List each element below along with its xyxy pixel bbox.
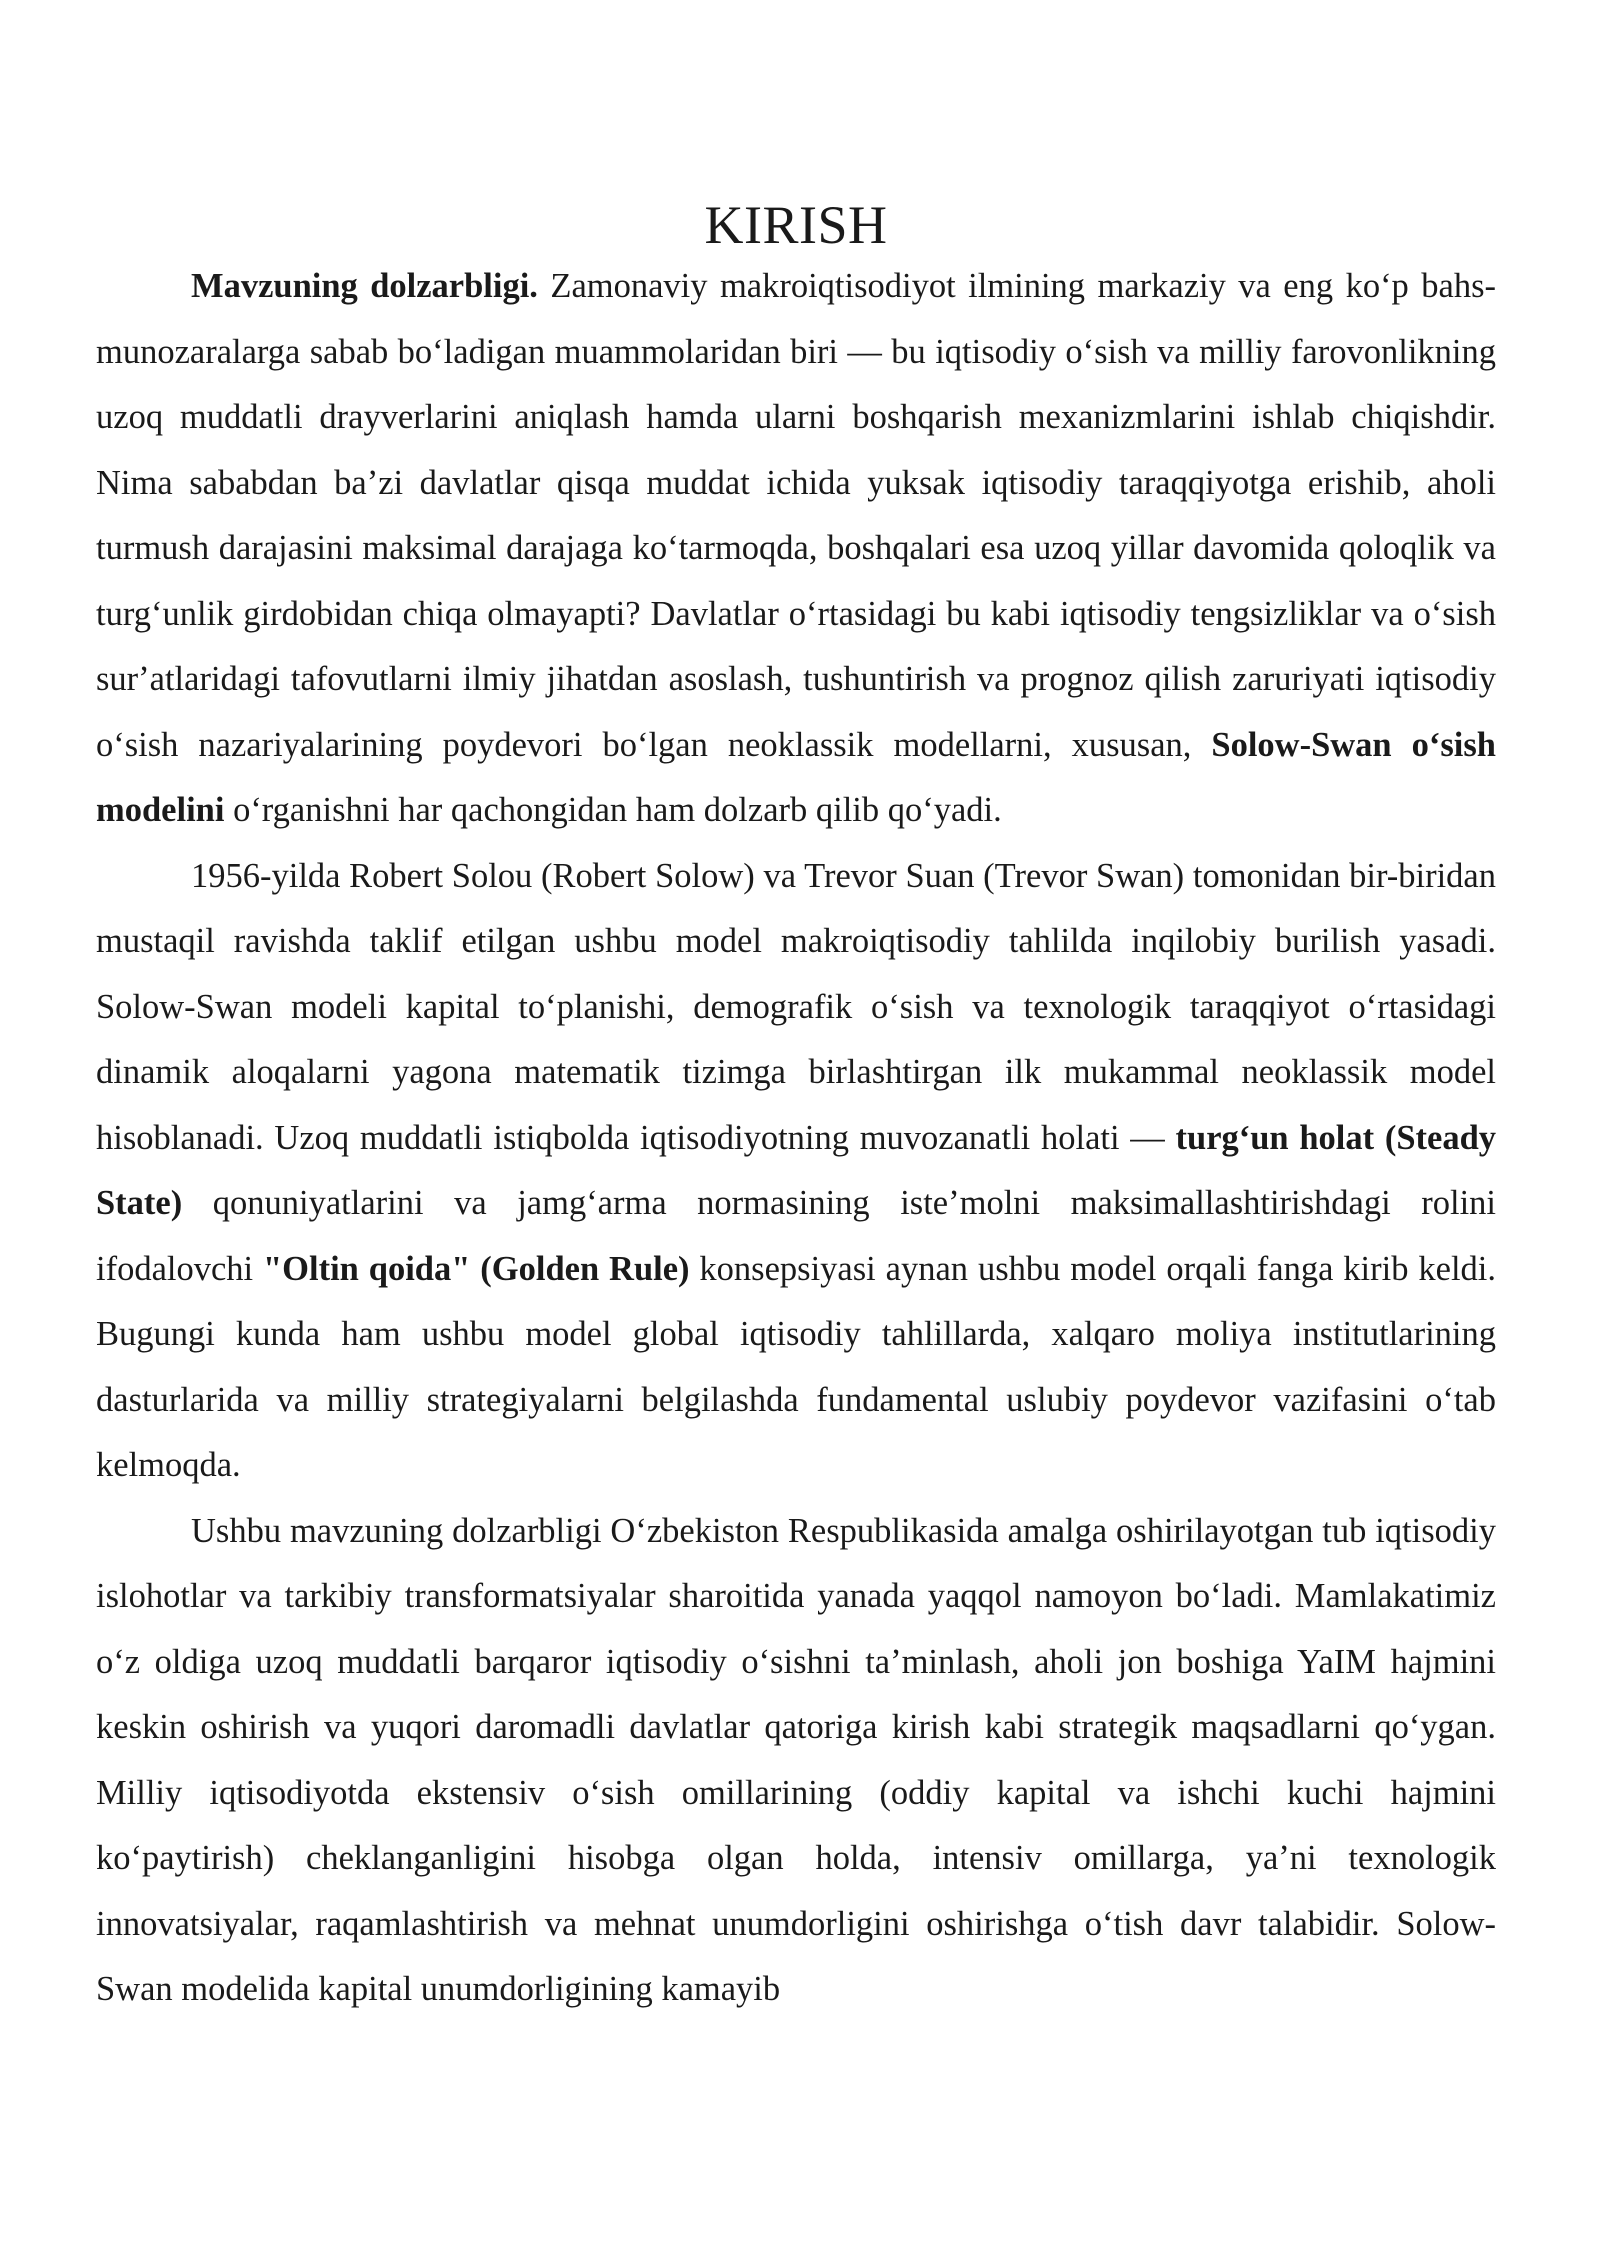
paragraph-lead: Mavzuning dolzarbligi. (191, 267, 538, 305)
paragraph-history (96, 844, 1496, 1499)
paragraph-text: Zamonaviy makroiqtisodiyot ilmining markaziy va eng koʻp bahs-munozaralarga sabab boʻladigan muammolaridan biri — bu iqtisodiy oʻsish va milliy farovonlikning uzoq muddatli drayverlarini aniqlash hamda ularni boshqarish mexanizmlarini ishlab chiqishdir. Nima sababdan baʼzi davlatlar qisqa muddat ichida yuksak iqtisodiy taraqqiyotga erishib, aholi turmush darajasini maksimal darajaga koʻtarmoqda, boshqalari esa uzoq yillar davomida qoloqlik va turgʻunlik girdobidan chiqa olmayapti? Davlatlar oʻrtasidagi bu kabi iqtisodiy tengsizliklar va oʻsish surʼatlaridagi tafovutlarni ilmiy jihatdan asoslash, tushuntirish va prognoz qilish zaruriyati iqtisodiy oʻsish nazariyalarining poydevori boʻlgan neoklassik modellarni, xususan, (96, 267, 1496, 764)
paragraph-uzbekistan (96, 1499, 1496, 2023)
paragraph-text: oʻrganishni har qachongidan ham dolzarb qilib qoʻyadi. (224, 791, 1002, 829)
bold-term-solow-swan: Solow-Swan oʻsish modelini (96, 725, 1496, 829)
paragraph-relevance (96, 254, 1496, 844)
paragraph-text: 1956-yilda Robert Solou (Robert Solow) va Trevor Suan (Trevor Swan) tomonidan bir-biridan mustaqil ravishda taklif etilgan ushbu model makroiqtisodiy tahlilda inqilobiy burilish yasadi. Solow-Swan modeli kapital toʻplanishi, demografik oʻsish va texnologik taraqqiyot oʻrtasidagi dinamik aloqalarni yagona matematik tizimga birlashtirgan ilk mukammal neoklassik model hisoblanadi. Uzoq muddatli istiqbolda iqtisodiyotning muvozanatli holati — (96, 856, 1496, 1157)
document-page (96, 190, 1496, 2023)
paragraph-text: qonuniyatlarini va jamgʻarma normasining isteʼmolni maksimallashtirishdagi rolini ifodalovchi (96, 1184, 1496, 1288)
paragraph-text: Ushbu mavzuning dolzarbligi Oʻzbekiston Respublikasida amalga oshirilayotgan tub iqtisodiy islohotlar va tarkibiy transformatsiyalar sharoitida yanada yaqqol namoyon boʻladi. Mamlakatimiz oʻz oldiga uzoq muddatli barqaror iqtisodiy oʻsishni taʼminlash, aholi jon boshiga YaIM hajmini keskin oshirish va yuqori daromadli davlatlar qatoriga kirish kabi strategik maqsadlarni qoʻygan. Milliy iqtisodiyotda ekstensiv oʻsish omillarining (oddiy kapital va ishchi kuchi hajmini koʻpaytirish) cheklanganligini hisobga olgan holda, intensiv omillarga, yaʼni texnologik innovatsiyalar, raqamlashtirish va mehnat unumdorligini oshirishga oʻtish davr talabidir. Solow-Swan modelida kapital unumdorligining kamayib (96, 1511, 1496, 2008)
page-title: KIRISH (704, 195, 888, 255)
bold-term-golden-rule: "Oltin qoida" (Golden Rule) (263, 1249, 690, 1288)
bold-term-steady-state: turgʻun holat (Steady State) (96, 1118, 1496, 1222)
paragraph-text: konsepsiyasi aynan ushbu model orqali fanga kirib keldi. Bugungi kunda ham ushbu model global iqtisodiy tahlillarda, xalqaro moliya institutlarining dasturlarida va milliy strategiyalarni belgilashda fundamental uslubiy poydevor vazifasini oʻtab kelmoqda. (96, 1249, 1496, 1484)
